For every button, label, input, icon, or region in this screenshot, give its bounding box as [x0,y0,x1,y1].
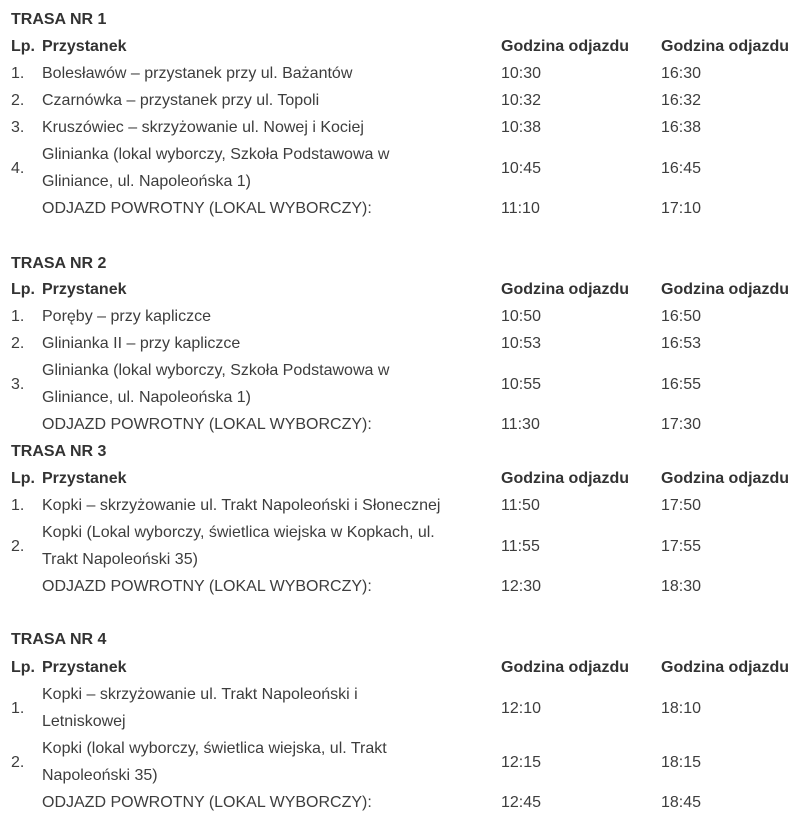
column-header-time-1: Godzina odjazdu [501,281,629,298]
stop-name-line-1: Glinianka (lokal wyborczy, Szkoła Podstawowa w [42,362,390,379]
stop-name-line-1: Kopki – skrzyżowanie ul. Trakt Napoleoński i [42,686,358,703]
departure-time-2: 17:50 [661,497,702,514]
return-departure-label: ODJAZD POWROTNY (LOKAL WYBORCZY): [42,200,372,217]
route-title: TRASA NR 1 [11,11,107,28]
column-header-time-2: Godzina odjazdu [661,281,789,298]
column-header-lp: Lp. [11,659,35,676]
stop-number: 1. [11,65,25,82]
column-header-time-2: Godzina odjazdu [661,659,789,676]
departure-time-1: 11:50 [501,497,540,514]
column-header-stop: Przystanek [42,281,127,298]
column-header-time-1: Godzina odjazdu [501,470,629,487]
return-time-2: 17:30 [661,416,702,433]
column-header-time-2: Godzina odjazdu [661,470,789,487]
return-departure-label: ODJAZD POWROTNY (LOKAL WYBORCZY): [42,794,372,811]
column-header-stop: Przystanek [42,38,127,55]
departure-time-1: 10:45 [501,160,542,177]
stop-name-line-1: Glinianka (lokal wyborczy, Szkoła Podstawowa w [42,146,390,163]
stop-name: Kopki – skrzyżowanie ul. Trakt Napoleoński i Słonecznej [42,497,441,514]
return-time-1: 11:10 [501,200,540,217]
stop-name: Poręby – przy kapliczce [42,308,211,325]
departure-time-1: 11:55 [501,538,540,555]
stop-name-line-2: Gliniance, ul. Napoleońska 1) [42,389,252,406]
column-header-lp: Lp. [11,470,35,487]
return-time-2: 18:45 [661,794,702,811]
departure-time-2: 16:32 [661,92,702,109]
stop-name-line-2: Trakt Napoleoński 35) [42,551,198,568]
departure-time-1: 10:55 [501,376,542,393]
return-departure-label: ODJAZD POWROTNY (LOKAL WYBORCZY): [42,578,372,595]
return-time-1: 12:30 [501,578,542,595]
stop-name-line-2: Gliniance, ul. Napoleońska 1) [42,173,252,190]
stop-number: 3. [11,119,25,136]
column-header-stop: Przystanek [42,659,127,676]
stop-name: Glinianka II – przy kapliczce [42,335,241,352]
stop-name: Czarnówka – przystanek przy ul. Topoli [42,92,320,109]
departure-time-2: 17:55 [661,538,702,555]
departure-time-1: 12:15 [501,754,542,771]
departure-time-1: 12:10 [501,700,542,717]
return-time-2: 17:10 [661,200,702,217]
stop-number: 1. [11,308,25,325]
stop-number: 2. [11,335,25,352]
departure-time-2: 16:55 [661,376,702,393]
return-time-1: 12:45 [501,794,542,811]
departure-time-1: 10:53 [501,335,542,352]
route-title: TRASA NR 4 [11,631,107,648]
column-header-time-1: Godzina odjazdu [501,659,629,676]
stop-name-line-1: Kopki (Lokal wyborczy, świetlica wiejska w Kopkach, ul. [42,524,435,541]
stop-name-line-2: Napoleoński 35) [42,767,158,784]
column-header-stop: Przystanek [42,470,127,487]
departure-time-1: 10:50 [501,308,542,325]
column-header-lp: Lp. [11,38,35,55]
departure-time-1: 10:38 [501,119,542,136]
column-header-time-2: Godzina odjazdu [661,38,789,55]
stop-number: 4. [11,160,25,177]
departure-time-2: 18:15 [661,754,702,771]
route-title: TRASA NR 2 [11,255,107,272]
stop-number: 2. [11,754,25,771]
stop-number: 1. [11,497,25,514]
stop-name-line-2: Letniskowej [42,713,126,730]
departure-time-2: 16:38 [661,119,702,136]
stop-name-line-1: Kopki (lokal wyborczy, świetlica wiejska, ul. Trakt [42,740,387,757]
return-time-1: 11:30 [501,416,540,433]
departure-time-2: 18:10 [661,700,702,717]
departure-time-2: 16:45 [661,160,702,177]
return-departure-label: ODJAZD POWROTNY (LOKAL WYBORCZY): [42,416,372,433]
stop-number: 2. [11,92,25,109]
departure-time-2: 16:53 [661,335,702,352]
departure-time-1: 10:32 [501,92,542,109]
stop-number: 1. [11,700,25,717]
route-title: TRASA NR 3 [11,443,107,460]
departure-time-2: 16:50 [661,308,702,325]
stop-number: 2. [11,538,25,555]
return-time-2: 18:30 [661,578,702,595]
stop-number: 3. [11,376,25,393]
stop-name: Bolesławów – przystanek przy ul. Bażantów [42,65,353,82]
departure-time-2: 16:30 [661,65,702,82]
column-header-time-1: Godzina odjazdu [501,38,629,55]
stop-name: Kruszówiec – skrzyżowanie ul. Nowej i Kociej [42,119,364,136]
column-header-lp: Lp. [11,281,35,298]
departure-time-1: 10:30 [501,65,542,82]
